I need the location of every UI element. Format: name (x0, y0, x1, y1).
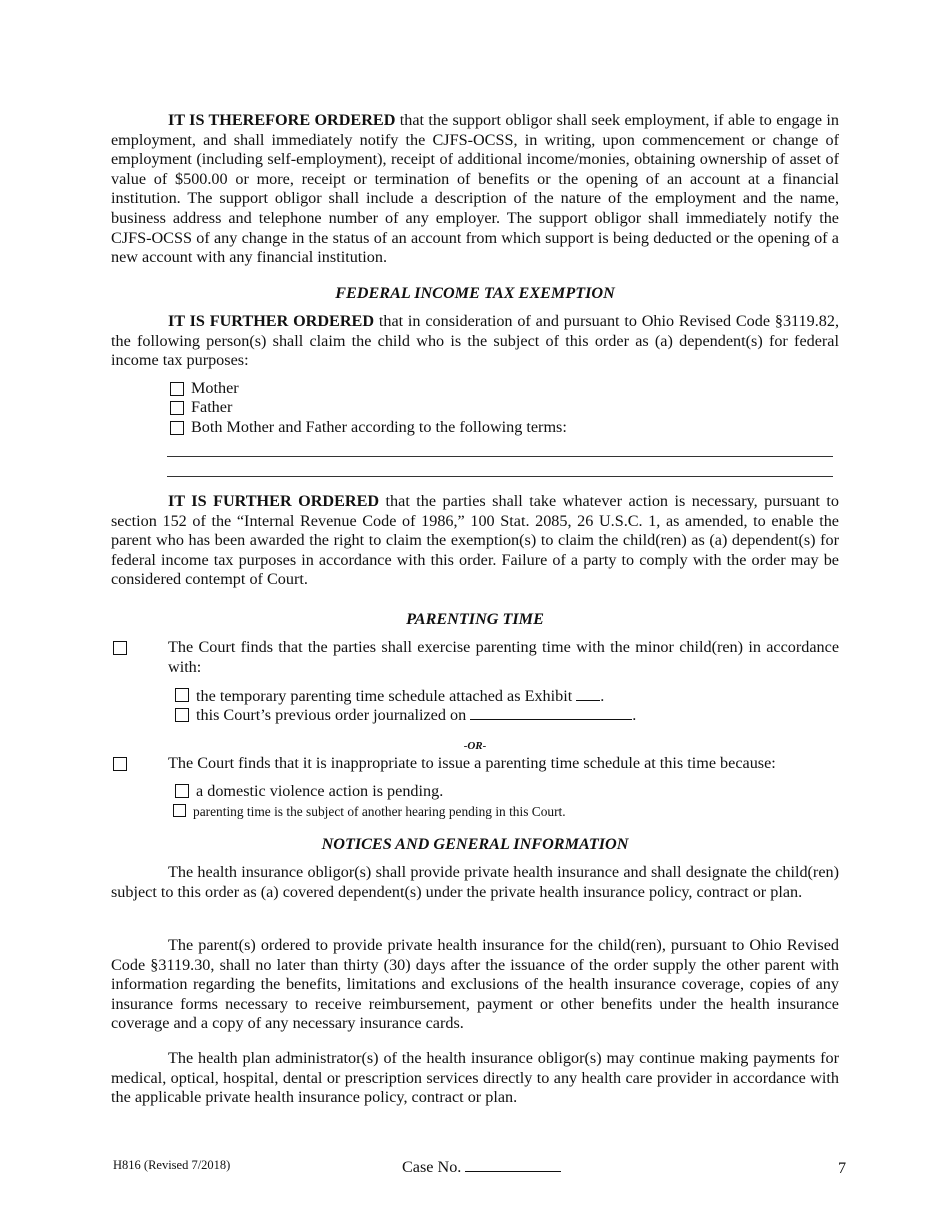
case-number (402, 1157, 561, 1177)
previous-order-checkbox[interactable] (175, 708, 189, 722)
mother-label: Mother (191, 379, 239, 397)
both-parents-checkbox[interactable] (170, 421, 184, 435)
parenting-schedule-checkbox[interactable] (113, 641, 127, 655)
notices-text-2: The parent(s) ordered to provide private health insurance for the child(ren), pursuant to Ohio Revised Code §3119.30, shall no later than thirty (30) days after the issuance of the order supply the other parent with information regarding the benefits, limitations and exclusions of the health insurance coverage, copies of any insurance forms necessary to receive reimbursement, payment or other benefits under the health insurance coverage and a copy of any necessary insurance cards. (111, 936, 839, 1033)
notices-text-3: The health plan administrator(s) of the health insurance obligor(s) may continue making payments for medical, optical, hospital, dental or prescription services directly to any health care provider in accordance with the applicable private health insurance policy, contract or plan. (111, 1049, 839, 1107)
irs-paragraph (111, 492, 839, 590)
order-lead: IT IS FURTHER ORDERED (168, 312, 375, 330)
domestic-violence-label: a domestic violence action is pending. (196, 782, 444, 800)
parenting-time-heading: PARENTING TIME (406, 610, 544, 628)
father-label: Father (191, 398, 233, 416)
or-separator: -OR- (463, 740, 487, 752)
previous-order-end: . (632, 706, 637, 724)
exhibit-blank[interactable] (576, 686, 600, 701)
previous-order-text: this Court’s previous order journalized on (196, 706, 471, 724)
tax-exemption-heading: FEDERAL INCOME TAX EXEMPTION (335, 284, 615, 302)
journal-date-blank[interactable] (470, 705, 632, 720)
no-schedule-checkbox[interactable] (113, 757, 127, 771)
tax-exemption-paragraph (111, 312, 839, 371)
exhibit-schedule-text: the temporary parenting time schedule attached as Exhibit (196, 687, 577, 705)
terms-line-2[interactable] (167, 476, 833, 477)
seek-employment-paragraph (111, 111, 839, 268)
parenting-finding-1: The Court finds that the parties shall exercise parenting time with the minor child(ren) in accordance with: (168, 638, 839, 676)
notices-text-1: The health insurance obligor(s) shall provide private health insurance and shall designate the child(ren) subject to this order as (a) covered dependent(s) under the private health insurance policy, contract or plan. (111, 863, 839, 901)
both-parents-label: Both Mother and Father according to the following terms: (191, 418, 567, 436)
order-lead: IT IS FURTHER ORDERED (168, 492, 380, 510)
order-text: that in consideration of and pursuant to Ohio Revised Code §3119.82, the following person(s) shall claim the child who is the subject of this order as (a) dependent(s) for federal income tax purposes: (111, 312, 839, 370)
mother-checkbox[interactable] (170, 382, 184, 396)
parenting-finding-2: The Court finds that it is inappropriate to issue a parenting time schedule at this time because: (168, 754, 776, 772)
case-number-blank[interactable] (465, 1157, 561, 1172)
order-text: that the support obligor shall seek employment, if able to engage in employment, and shall immediately notify the CJFS-OCSS, in writing, upon commencement or change of employment (including self-employment), receipt of additional income/monies, obtaining ownership of asset of value of $500.00 or more, receipt or termination of benefits or the opening of an account at a financial institution. The support obligor shall include a description of the nature of the employment and the name, business address and telephone number of any employer. The support obligor shall immediately notify the CJFS-OCSS of any change in the status of an account from which support is being deducted or the opening of a new account with any financial institution. (111, 111, 840, 267)
notices-paragraph-3 (111, 1049, 839, 1108)
order-lead: IT IS THEREFORE ORDERED (168, 111, 396, 129)
domestic-violence-checkbox[interactable] (175, 784, 189, 798)
notices-paragraph-1 (111, 863, 839, 902)
case-label: Case No. (402, 1158, 466, 1176)
other-hearing-checkbox[interactable] (173, 804, 186, 817)
page-number: 7 (838, 1159, 847, 1177)
notices-heading: NOTICES AND GENERAL INFORMATION (321, 835, 629, 853)
order-text: that the parties shall take whatever action is necessary, pursuant to section 152 of the “Internal Revenue Code of 1986,” 100 Stat. 2085, 26 U.S.C. 1, as amended, to enable the parent who has been awarded the right to claim the exemption(s) to claim the child(ren) as (a) dependent(s) for federal income tax purposes in accordance with this order. Failure of a party to comply with the order may be considered contempt of Court. (111, 492, 839, 589)
exhibit-schedule-checkbox[interactable] (175, 688, 189, 702)
form-number: H816 (Revised 7/2018) (113, 1158, 231, 1172)
previous-order-label (196, 705, 636, 725)
notices-paragraph-2 (111, 936, 839, 1034)
terms-line-1[interactable] (167, 456, 833, 457)
father-checkbox[interactable] (170, 401, 184, 415)
exhibit-schedule-label (196, 686, 604, 706)
exhibit-end: . (600, 687, 605, 705)
other-hearing-label: parenting time is the subject of another hearing pending in this Court. (193, 804, 566, 819)
